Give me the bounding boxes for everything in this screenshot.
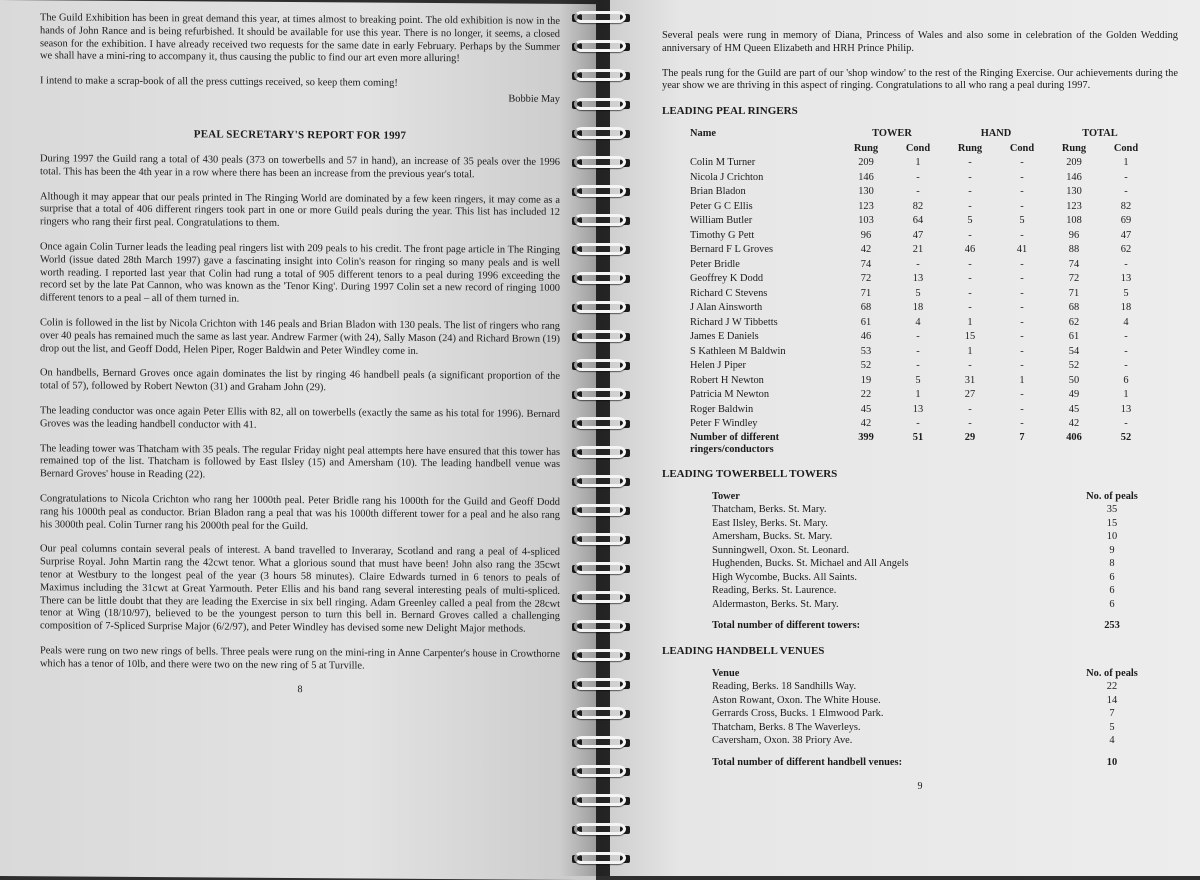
ringer-count: 146 [858,171,874,183]
ringer-count: 68 [860,302,872,314]
ringer-count: 64 [912,215,924,227]
venue-name: Aston Rowant, Oxon. The White House. [712,694,881,706]
tower-name: Thatcham, Berks. St. Mary. [712,504,827,516]
ringer-count: - [1124,360,1128,372]
ringer-count: 1 [967,316,973,328]
total-cell: 52 [1120,431,1132,443]
spiral-ring [570,66,630,84]
ringer-count: - [968,171,972,183]
tower-row [712,544,1152,558]
ringer-count: 72 [1068,273,1080,285]
tower-name: Amersham, Bucks. St. Mary. [712,531,833,543]
venue-col-header: Venue [712,667,740,679]
ringer-name: Brian Bladon [690,186,746,198]
ringer-row [690,417,1152,432]
ringer-count: - [968,186,972,198]
ringer-count: 146 [1066,171,1082,183]
ringer-count: 82 [912,200,924,212]
tower-peal-count: 15 [1106,517,1118,529]
total-cell: 29 [964,431,976,443]
ringer-count: 1 [1019,374,1025,386]
ringer-row [690,287,1152,302]
spiral-ring [570,414,630,432]
report-title: PEAL SECRETARY'S REPORT FOR 1997 [193,128,407,142]
ringer-count: 42 [860,244,872,256]
spiral-binding [570,8,630,868]
spiral-ring [570,327,630,345]
ringer-count: - [968,403,972,415]
ringer-count: - [1124,171,1128,183]
ringer-row [690,316,1152,331]
ringer-count: 21 [912,244,924,256]
venue-peal-count: 7 [1109,708,1115,720]
ringer-row [690,214,1152,229]
ringer-row [690,330,1152,345]
sub-header-row [690,142,1152,157]
ringer-count: 5 [967,215,973,227]
ringer-count: 62 [1068,316,1080,328]
ringer-count: 50 [1068,374,1080,386]
ringer-count: - [1020,186,1024,198]
tower-peal-count: 6 [1109,598,1115,610]
ringers-total-row [690,432,1152,456]
spiral-ring [570,820,630,838]
spiral-ring [570,704,630,722]
ringer-row [690,258,1152,273]
tower-row [712,571,1152,585]
peal-ringers-section [662,105,1178,456]
ringer-count: - [968,229,972,241]
spiral-ring [570,124,630,142]
spiral-ring [570,8,630,26]
venues-section [662,645,1178,770]
total-cell: 406 [1066,431,1082,443]
ringer-name: Peter G C Ellis [690,200,753,212]
tower-name: Sunningwell, Oxon. St. Leonard. [712,544,850,556]
ringer-count: 5 [915,374,921,386]
spiral-ring [570,182,630,200]
ringer-count: - [1020,331,1024,343]
venue-name: Gerrards Cross, Bucks. 1 Elmwood Park. [712,708,884,720]
ringer-name: S Kathleen M Baldwin [690,345,786,357]
ringer-count: - [1124,418,1128,430]
ringer-count: 5 [1123,287,1129,299]
total-cell: 51 [912,431,924,443]
ringer-row [690,200,1152,215]
tower-peals-col-header: No. of peals [1086,490,1138,502]
ringer-count: 47 [1120,229,1132,241]
spiral-ring [570,646,630,664]
report-paragraph: Once again Colin Turner leads the leading peal ringers list with 209 peals to his credit. The front page article in The Ringing World (issue dated 28th March 1997) gave a fascinating insight into Colin's reason for ringing so many peals and is well worth reading. I reported last year that Colin had rung a total of 905 different tenors to a peal during 1996 exceeding the record set by the late Pat Cannon, who was known as the 'Tenor King'. During 1997 Colin set a new record of ringing 1000 different tenors to a peal – all of them turned in. [40,241,560,305]
ringer-count: - [1020,287,1024,299]
signature: Bobbie May [508,93,560,105]
spiral-ring [570,472,630,490]
ringer-count: 47 [912,229,924,241]
peal-ringers-table [690,127,1152,456]
ringer-name: Roger Baldwin [690,403,754,415]
hand-header: HAND [980,128,1012,140]
tower-peal-count: 35 [1106,504,1118,516]
ringer-count: 5 [1019,215,1025,227]
ringer-name: Peter Bridle [690,258,740,270]
tower-name: Aldermaston, Berks. St. Mary. [712,598,839,610]
venue-name: Thatcham, Berks. 8 The Waverleys. [712,721,861,733]
tower-name: East Ilsley, Berks. St. Mary. [712,517,828,529]
left-page-number: 8 [297,684,303,696]
ringer-count: 209 [858,157,874,169]
ringer-row [690,229,1152,244]
subheader: Cond [1113,142,1139,154]
report-paragraph: The leading tower was Thatcham with 35 peals. The regular Friday night peal attempts here have ensured that this tower has remained top of the list. Thatcham is followed by East Ilsley (15) and Amersham (10). The leading handbell venue was Bernard Groves' house in Reading (22). [40,442,560,481]
ringer-count: 1 [1123,389,1129,401]
report-paragraph: Our peal columns contain several peals of interest. A band travelled to Inveraray, Scotland and rang a peal of 4-spliced Surprise Royal. John Martin rang the 42cwt tenor. What a glorious sound that must have been! John also rang the 35cwt tenor at Westbury to the longest peal of the year (3 hours 58 minutes). Claire Edwards turned in 6 tenors to peals of Maximus including the 31cwt at Great Yarmouth. Peter Ellis and his band rang several interesting peals of multi-spliced. There can be little doubt that they are leading the Exercise in six bell ringing. Adam Greenley called a peal from the 28cwt tenor at Wing (18/10/97), believed to be the youngest person to turn this bell in. Bernard Groves called a challenging composition of 7-Spliced Surprise Major (6/2/97), and Peter Windley has devised some new Delight Major methods. [40,543,560,635]
venue-row [712,721,1152,735]
venue-row [712,707,1152,721]
spiral-ring [570,298,630,316]
tower-name: Reading, Berks. St. Laurence. [712,585,837,597]
ringer-row [690,301,1152,316]
ringer-name: Richard J W Tibbetts [690,316,778,328]
right-page [610,0,1200,876]
ringer-count: - [968,360,972,372]
name-header: Name [690,128,716,140]
ringer-name: Helen J Piper [690,360,746,372]
ringer-count: 5 [915,287,921,299]
ringer-count: 15 [964,331,976,343]
ringer-count: - [968,287,972,299]
tower-peal-count: 10 [1106,531,1118,543]
report-paragraph: The leading conductor was once again Peter Ellis with 82, all on towerbells (exactly the same as his total for 1996). Bernard Groves was the leading handbell conductor with 41. [40,405,560,431]
ringer-count: - [916,258,920,270]
tower-row [712,557,1152,571]
spiral-ring [570,240,630,258]
ringer-count: - [1020,389,1024,401]
peal-ringers-heading: LEADING PEAL RINGERS [662,105,798,118]
ringer-count: - [916,345,920,357]
ringer-count: 13 [912,273,924,285]
report-paragraph: Although it may appear that our peals printed in The Ringing World are dominated by a few keen ringers, it may come as a surprise that a total of 406 different ringers took part in one or more Guild peals during the year. This list has included 12 ringers who rang their first peal. Congratulations to them. [40,190,560,230]
spiral-ring [570,849,630,867]
report-paragraph: Congratulations to Nicola Crichton who rang her 1000th peal. Peter Bridle rang his 1000th for the Guild and Geoff Dodd rang his 1000th peal as conductor. Brian Bladon rang a peal that was his 1000th different tower for a peal and he also rang his 3000th peal. Colin Turner rang his 2000th peal for the Guild. [40,493,560,532]
ringer-count: 52 [1068,360,1080,372]
spiral-ring [570,675,630,693]
venue-peal-count: 22 [1106,681,1118,693]
ringer-count: 69 [1120,215,1132,227]
ringer-count: 61 [860,316,872,328]
spiral-ring [570,95,630,113]
ringer-count: - [1020,360,1024,372]
ringers-total-label: Number of different ringers/conductors [690,431,780,455]
ringer-name: J Alan Ainsworth [690,302,763,314]
ringer-count: - [1020,345,1024,357]
ringer-count: 1 [1123,157,1129,169]
venues-table [712,667,1152,770]
ringer-row [690,272,1152,287]
ringer-count: 45 [860,403,872,415]
subheader: Cond [905,142,931,154]
ringer-count: - [1124,186,1128,198]
ringer-count: 6 [1123,374,1129,386]
spiral-ring [570,733,630,751]
ringer-count: 62 [1120,244,1132,256]
ringer-count: 96 [860,229,872,241]
tower-row [712,584,1152,598]
report-paragraph: During 1997 the Guild rang a total of 430 peals (373 on towerbells and 57 in hand), an increase of 35 peals over the 1996 total. This has been the 4th year in a row where there has been an increase from the previous year's total. [40,153,560,181]
ringer-rows [690,156,1152,432]
ringer-name: Colin M Turner [690,157,756,169]
total-header: TOTAL [1082,128,1118,140]
ringer-count: 1 [915,157,921,169]
ringer-count: - [916,331,920,343]
subheader: Cond [1009,142,1035,154]
ringer-count: 4 [1123,316,1129,328]
venue-name: Reading, Berks. 18 Sandhills Way. [712,681,857,693]
ringer-count: 88 [1068,244,1080,256]
ringer-name: Geoffrey K Dodd [690,273,764,285]
ringer-count: 4 [915,316,921,328]
total-cell: 399 [858,431,874,443]
ringer-name: Patricia M Newton [690,389,770,401]
towers-total-label: Total number of different towers: [712,620,861,632]
spiral-ring [570,617,630,635]
report-body [40,153,560,674]
subheader: Rung [957,142,983,154]
ringer-count: 103 [858,215,874,227]
ringer-count: - [968,302,972,314]
towers-table [712,490,1152,633]
right-page-number: 9 [917,781,923,793]
spiral-ring [570,269,630,287]
spiral-ring [570,791,630,809]
ringer-name: James E Daniels [690,331,759,343]
ringer-count: - [1020,229,1024,241]
ringer-count: - [968,258,972,270]
spiral-ring [570,356,630,374]
ringer-count: 49 [1068,389,1080,401]
ringer-count: 96 [1068,229,1080,241]
tower-name: Hughenden, Bucks. St. Michael and All Angels [712,558,909,570]
ringer-count: - [1124,345,1128,357]
ringer-row [690,374,1152,389]
ringer-count: - [1020,273,1024,285]
scrapbook-paragraph: I intend to make a scrap-book of all the press cuttings received, so keep them coming! [40,75,398,89]
ringer-count: 53 [860,345,872,357]
spiral-ring [570,559,630,577]
ringer-count: - [1020,418,1024,430]
tower-peal-count: 6 [1109,585,1115,597]
ringer-count: 42 [860,418,872,430]
tower-rows [712,503,1152,611]
ringer-count: - [968,418,972,430]
spiral-ring [570,385,630,403]
ringer-count: 123 [858,200,874,212]
report-paragraph: Colin is followed in the list by Nicola Crichton with 146 peals and Brian Bladon with 130 peals. The list of ringers who rang over 40 peals has remained much the same as last year. Andrew Farmer (with 24), Sally Mason (24) and Richard Brown (19) drop out the list, and Geoff Dodd, Helen Piper, Roger Baldwin and Peter Windley come in. [40,317,560,357]
ringer-count: - [1020,258,1024,270]
tower-peal-count: 6 [1109,571,1115,583]
ringer-name: William Butler [690,215,753,227]
venue-row [712,680,1152,694]
tower-row [712,530,1152,544]
spiral-ring [570,530,630,548]
ringer-count: 22 [860,389,872,401]
venue-name: Caversham, Oxon. 38 Priory Ave. [712,735,853,747]
ringer-count: - [968,200,972,212]
ringer-count: - [968,157,972,169]
spiral-ring [570,501,630,519]
ringer-count: 31 [964,374,976,386]
ringer-count: 130 [1066,186,1082,198]
ringer-count: - [1020,316,1024,328]
ringer-count: 72 [860,273,872,285]
venues-heading: LEADING HANDBELL VENUES [662,644,825,657]
towers-total-value: 253 [1104,620,1120,632]
group-header-row [690,127,1152,142]
spiral-ring [570,588,630,606]
venues-total-label: Total number of different handbell venues: [712,756,903,768]
ringer-count: 54 [1068,345,1080,357]
ringer-count: 82 [1120,200,1132,212]
venue-peal-count: 5 [1109,721,1115,733]
ringer-count: - [1124,331,1128,343]
ringer-count: 46 [860,331,872,343]
ringer-count: 42 [1068,418,1080,430]
ringer-count: - [1020,302,1024,314]
ringer-count: 19 [860,374,872,386]
ringer-name: Nicola J Crichton [690,171,764,183]
ringer-name: Richard C Stevens [690,287,768,299]
spiral-ring [570,211,630,229]
subheader: Rung [853,142,879,154]
ringer-count: 41 [1016,244,1028,256]
ringer-count: 13 [1120,403,1132,415]
venue-peals-col-header: No. of peals [1086,667,1138,679]
tower-peal-count: 8 [1109,558,1115,570]
ringer-count: 52 [860,360,872,372]
tower-row [712,517,1152,531]
ringer-count: 61 [1068,331,1080,343]
ringer-count: 46 [964,244,976,256]
ringer-count: - [916,418,920,430]
ringer-count: 1 [915,389,921,401]
ringer-count: 45 [1068,403,1080,415]
ringer-name: Timothy G Pett [690,229,755,241]
venues-total-value: 10 [1106,756,1118,768]
ringer-count: - [1020,157,1024,169]
spiral-ring [570,762,630,780]
ringer-count: 74 [1068,258,1080,270]
memorial-paragraph: Several peals were rung in memory of Diana, Princess of Wales and also some in celebration of the Golden Wedding anniversary of HM Queen Elizabeth and HRH Prince Philip. [662,30,1178,54]
ringer-count: 130 [858,186,874,198]
ringer-count: - [968,273,972,285]
ringer-count: 18 [1120,302,1132,314]
ringer-count: 71 [1068,287,1080,299]
ringer-row [690,185,1152,200]
ringer-name: Robert H Newton [690,374,764,386]
venue-rows [712,680,1152,748]
ringer-name: Peter F Windley [690,418,758,430]
tower-col-header: Tower [712,490,740,502]
ringer-row [690,171,1152,186]
towers-heading: LEADING TOWERBELL TOWERS [662,467,838,480]
ringer-count: - [916,171,920,183]
ringer-row [690,388,1152,403]
ringer-count: - [1020,403,1024,415]
ringer-count: 209 [1066,157,1082,169]
venue-peal-count: 14 [1106,694,1118,706]
ringer-row [690,403,1152,418]
ringer-count: 13 [1120,273,1132,285]
ringer-count: - [1124,258,1128,270]
ringer-count: 74 [860,258,872,270]
shop-window-paragraph: The peals rung for the Guild are part of our 'shop window' to the rest of the Ringing Exercise. Our achievements during the year show we are thriving in this aspect of ringing. Congratulations to all who rang a peal during 1997. [662,67,1178,92]
venue-row [712,694,1152,708]
ringer-row [690,243,1152,258]
ringer-count: - [1020,171,1024,183]
spiral-ring [570,37,630,55]
ringer-row [690,156,1152,171]
venue-row [712,734,1152,748]
ringer-count: - [916,360,920,372]
ringer-row [690,345,1152,360]
left-page [0,0,596,880]
spiral-ring [570,443,630,461]
ringer-count: - [916,186,920,198]
subheader: Rung [1061,142,1087,154]
ringer-count: 1 [967,345,973,357]
ringer-count: 123 [1066,200,1082,212]
venue-peal-count: 4 [1109,735,1115,747]
exhibition-paragraph: The Guild Exhibition has been in great demand this year, at times almost to breaking point. The old exhibition is now in the hands of John Rance and is being refurbished. It should be available for use this year. There is no longer, it seems, a closed season for the exhibition. I have already received two requests for the same date in early February. Perhaps by the Summer we shall have a mini-ring to accompany it, thus causing the public to find our art even more alluring! [40,12,560,65]
report-paragraph: On handbells, Bernard Groves once again dominates the list by ringing 46 handbell peals (a significant proportion of the total of 57), followed by Robert Newton (31) and Graham John (29). [40,367,560,394]
tower-header: TOWER [872,128,912,140]
ringer-name: Bernard F L Groves [690,244,774,256]
report-paragraph: Peals were rung on two new rings of bells. Three peals were rung on the mini-ring in Anne Carpenter's house in Crowthorne which has a tenor of 10lb, and there were two on the new ring of 5 at Turville. [40,645,560,672]
tower-row [712,503,1152,517]
tower-peal-count: 9 [1109,544,1115,556]
ringer-count: 108 [1066,215,1082,227]
spiral-ring [570,153,630,171]
tower-row [712,598,1152,612]
ringer-count: 27 [964,389,976,401]
tower-name: High Wycombe, Bucks. All Saints. [712,571,857,583]
ringer-count: - [1020,200,1024,212]
ringer-count: 71 [860,287,872,299]
ringer-count: 18 [912,302,924,314]
ringer-row [690,359,1152,374]
ringer-count: 68 [1068,302,1080,314]
ringer-count: 13 [912,403,924,415]
towers-section [662,468,1178,633]
total-cell: 7 [1019,431,1025,443]
